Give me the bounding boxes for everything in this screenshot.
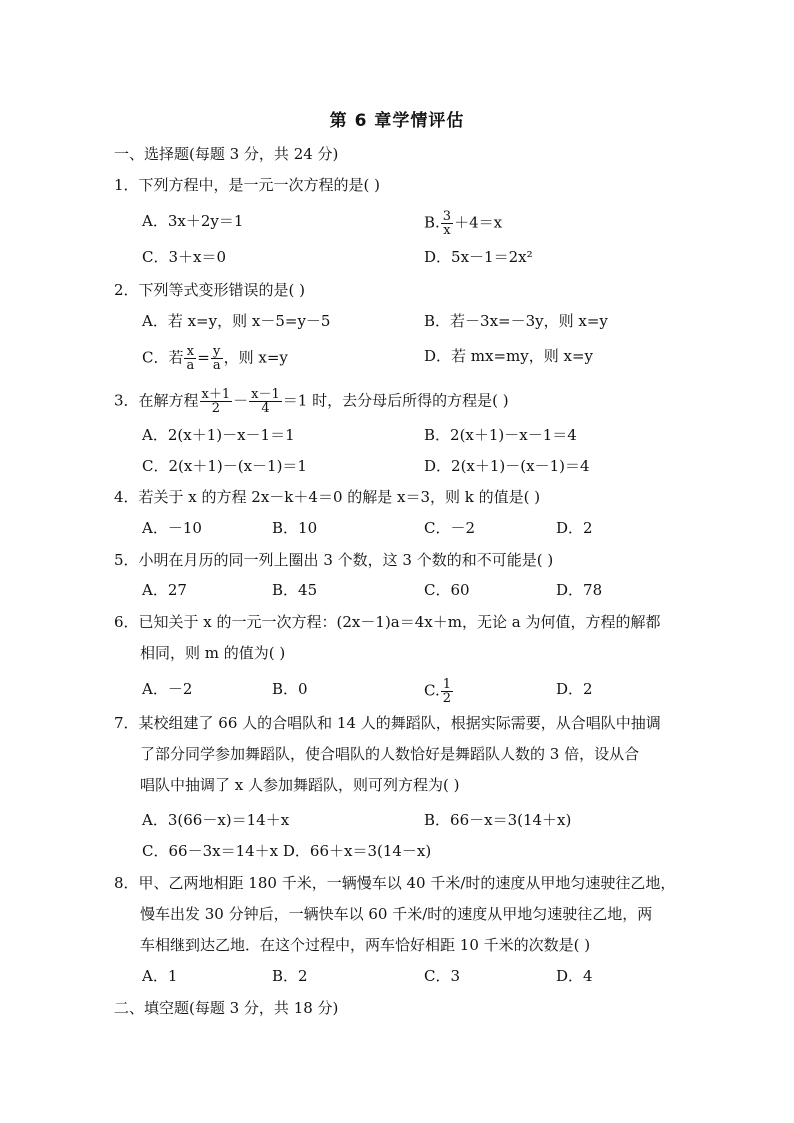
question-7-stem-line2: 了部分同学参加舞蹈队，使合唱队的人数恰好是舞蹈队人数的 3 倍，设从合 <box>140 745 640 763</box>
question-5-stem: 5．小明在月历的同一列上圈出 3 个数，这 3 个数的和不可能是( ) <box>114 551 554 569</box>
question-3-stem: 3．在解方程 $\frac{x+1}{2}$ － $\frac{x-1}{4}$ ＝1 时，去分母后所得的方程是( ) <box>114 387 509 416</box>
q6-option-a: A．－2 <box>142 680 193 698</box>
q1-option-c: C．3＋x＝0 <box>142 248 227 266</box>
q8-option-b: B．2 <box>272 967 308 985</box>
q4-option-b: B．10 <box>272 519 318 537</box>
question-2-stem: 2．下列等式变形错误的是( ) <box>114 281 306 299</box>
q5-option-a: A．27 <box>142 581 187 599</box>
q5-option-b: B．45 <box>272 581 318 599</box>
question-7-stem-line3: 唱队中抽调了 x 人参加舞蹈队，则可列方程为( ) <box>140 776 460 794</box>
question-8-stem-line2: 慢车出发 30 分钟后，一辆快车以 60 千米/时的速度从甲地匀速驶往乙地，两 <box>140 905 653 923</box>
q3-option-c: C．2(x＋1)－(x－1)＝1 <box>142 457 307 475</box>
q1-option-a: A．3x＋2y＝1 <box>142 212 244 230</box>
q2-option-c: C．若 $\frac{x}{a}$ = $\frac{y}{a}$ ，则 x=y <box>142 344 288 373</box>
q4-option-c: C．－2 <box>424 519 476 537</box>
q8-option-a: A．1 <box>142 967 178 985</box>
q7-option-c-d: C．66－3x＝14＋x D．66＋x＝3(14－x) <box>142 842 432 860</box>
section-heading-fill: 二、填空题(每题 3 分，共 18 分) <box>114 999 339 1017</box>
question-4-stem: 4．若关于 x 的方程 2x－k＋4＝0 的解是 x＝3，则 k 的值是( ) <box>114 488 541 506</box>
page-title: 第 6 章学情评估 <box>329 111 465 131</box>
q4-option-a: A．－10 <box>142 519 202 537</box>
question-8-stem-line3: 车相继到达乙地．在这个过程中，两车恰好相距 10 千米的次数是( ) <box>140 936 591 954</box>
q8-option-d: D．4 <box>556 967 593 985</box>
question-1-stem: 1．下列方程中，是一元一次方程的是( ) <box>114 176 381 194</box>
q7-option-a: A．3(66－x)＝14＋x <box>142 811 290 829</box>
q5-option-c: C．60 <box>424 581 470 599</box>
q6-option-d: D．2 <box>556 680 593 698</box>
q2-option-d: D．若 mx=my，则 x=y <box>424 347 594 365</box>
q3-option-a: A．2(x＋1)－x－1＝1 <box>142 426 295 444</box>
q6-option-b: B．0 <box>272 680 308 698</box>
q8-option-c: C．3 <box>424 967 461 985</box>
section-heading-choice: 一、选择题(每题 3 分，共 24 分) <box>114 145 339 163</box>
q1-option-b: B. $\frac{3}{x}$ ＋4＝x <box>424 209 503 238</box>
question-6-stem-line2: 相同，则 m 的值为( ) <box>140 644 286 662</box>
q7-option-b: B．66－x＝3(14＋x) <box>424 811 572 829</box>
question-7-stem-line1: 7．某校组建了 66 人的合唱队和 14 人的舞蹈队，根据实际需要，从合唱队中抽调 <box>114 714 661 732</box>
q4-option-d: D．2 <box>556 519 593 537</box>
q3-option-d: D．2(x＋1)－(x－1)＝4 <box>424 457 590 475</box>
q2-option-b: B．若－3x=－3y，则 x=y <box>424 312 608 330</box>
q6-option-c: C. $\frac{1}{2}$ <box>424 677 451 706</box>
question-6-stem-line1: 6．已知关于 x 的一元一次方程：(2x－1)a＝4x＋m，无论 a 为何值，方程的解都 <box>114 613 661 631</box>
q2-option-a: A．若 x=y，则 x－5=y－5 <box>142 312 331 330</box>
question-8-stem-line1: 8．甲、乙两地相距 180 千米，一辆慢车以 40 千米/时的速度从甲地匀速驶往乙地， <box>114 874 676 892</box>
q5-option-d: D．78 <box>556 581 603 599</box>
q3-option-b: B．2(x＋1)－x－1＝4 <box>424 426 577 444</box>
q1-option-d: D．5x－1＝2x² <box>424 248 533 266</box>
